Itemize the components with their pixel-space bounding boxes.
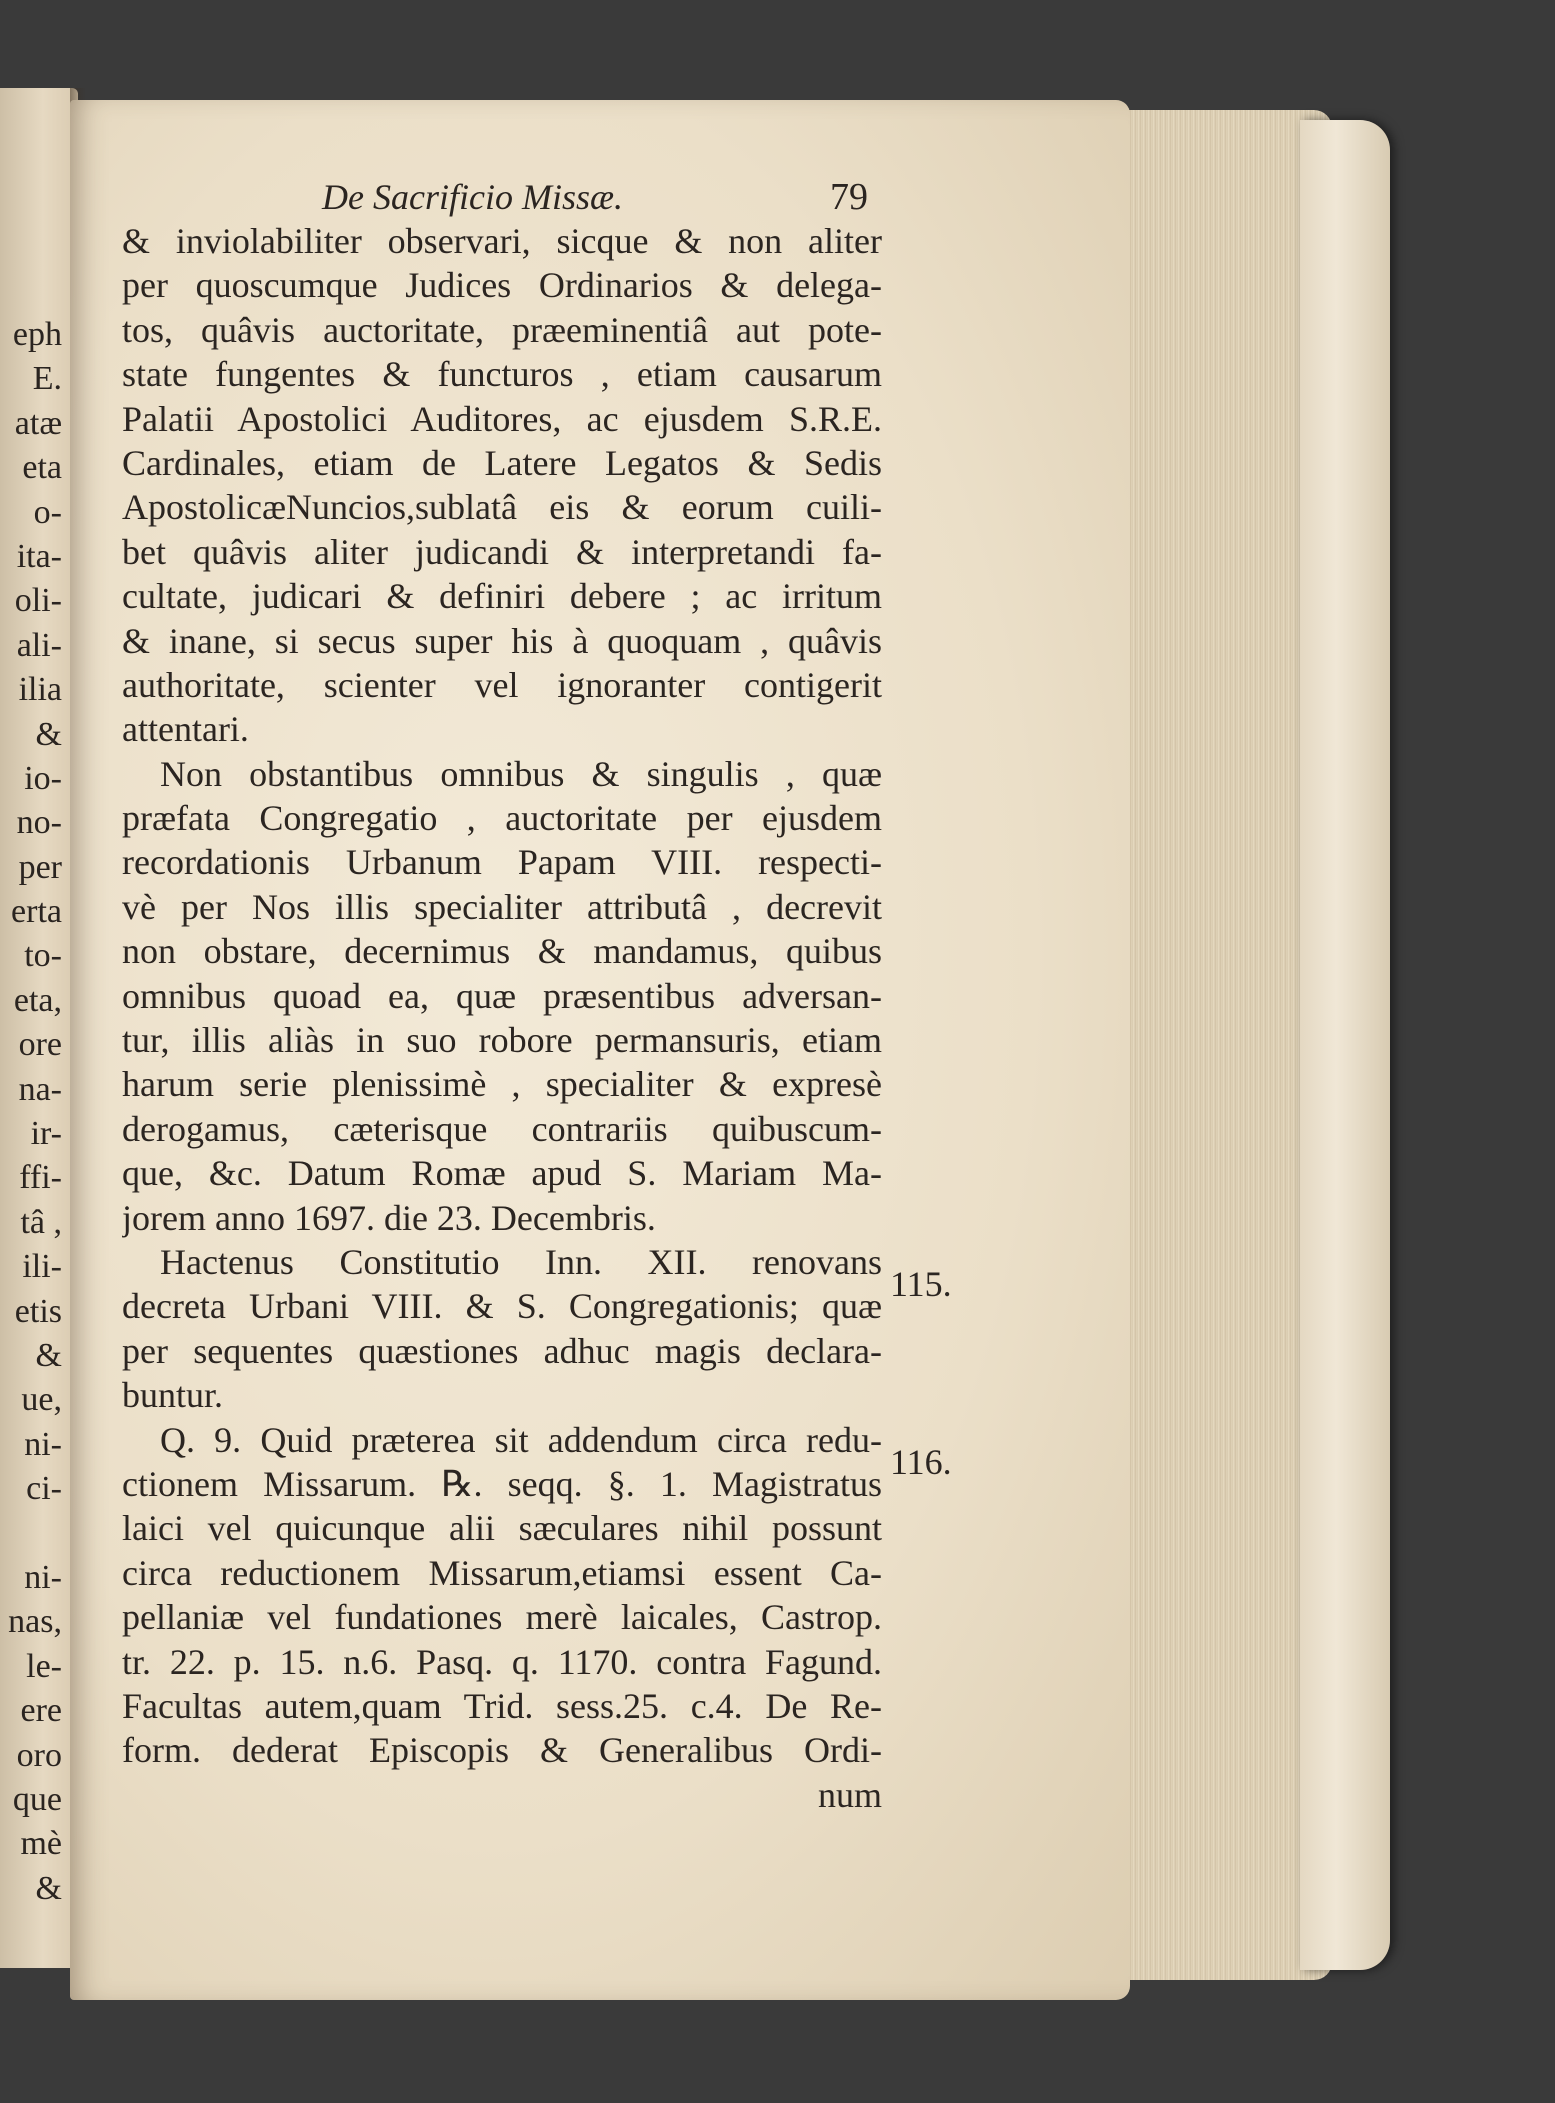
fragment: na- — [18, 1070, 62, 1108]
text-line: præfata Congregatio , auctoritate per ejusdem — [122, 798, 882, 839]
fragment: ali- — [16, 626, 62, 664]
cover-edge — [1300, 120, 1390, 1970]
fragment: ere — [20, 1692, 62, 1730]
text-line: bet quâvis aliter judicandi & interpretandi fa- — [122, 531, 882, 572]
text-line: decreta Urbani VIII. & S. Congregationis; quæ — [122, 1286, 882, 1327]
fragment: ci- — [26, 1470, 62, 1508]
fragment — [0, 1512, 62, 1556]
text-line: omnibus quoad ea, quæ præsentibus adversan- — [122, 975, 882, 1016]
left-page-fragments — [0, 313, 62, 1911]
text-line: harum serie plenissimè , specialiter & expresè — [122, 1064, 882, 1105]
text-line: laici vel quicunque alii sæculares nihil possunt — [122, 1508, 882, 1549]
text-line: Facultas autem,quam Trid. sess.25. c.4. De Re- — [122, 1685, 882, 1726]
right-page-text — [122, 175, 882, 1817]
fragment: ni- — [24, 1558, 62, 1596]
page-header — [122, 175, 882, 219]
fragment: & — [35, 1336, 62, 1374]
text-line: circa reductionem Missarum,etiamsi essent Ca- — [122, 1552, 882, 1593]
fragment: que — [12, 1780, 62, 1818]
text-line: tur, illis aliàs in suo robore permansuris, etiam — [122, 1020, 882, 1061]
margin-number: 115. — [890, 1264, 952, 1304]
text-line: que, &c. Datum Romæ apud S. Mariam Ma- — [122, 1153, 882, 1194]
fragment: per — [18, 848, 62, 886]
fragment: io- — [24, 759, 62, 797]
text-line: authoritate, scienter vel ignoranter contigerit — [122, 664, 882, 705]
text-line: Hactenus Constitutio Inn. XII. renovans — [160, 1241, 882, 1282]
text-line: attentari. — [122, 709, 249, 750]
text-line: non obstare, decernimus & mandamus, quibus — [122, 931, 882, 972]
fragment: etis — [14, 1292, 62, 1330]
text-line: form. dederat Episcopis & Generalibus Ordi- — [122, 1730, 882, 1771]
fragment: tâ , — [20, 1203, 62, 1241]
text-line: state fungentes & functuros , etiam causarum — [122, 354, 882, 395]
fragment: & — [35, 1869, 62, 1907]
left-page — [0, 88, 78, 1968]
page-edges — [1112, 110, 1332, 1980]
fragment: to- — [24, 937, 62, 975]
text-line: ApostolicæNuncios,sublatâ eis & eorum cuili- — [122, 487, 882, 528]
text-line: Cardinales, etiam de Latere Legatos & Sedis — [122, 442, 882, 483]
text-line: per sequentes quæstiones adhuc magis declara- — [122, 1330, 882, 1371]
text-line: derogamus, cæterisque contrariis quibuscum- — [122, 1108, 882, 1149]
fragment: eta, — [13, 981, 62, 1019]
text-line: & inviolabiliter observari, sicque & non aliter — [122, 221, 882, 261]
text-line: tr. 22. p. 15. n.6. Pasq. q. 1170. contra Fagund. — [122, 1641, 882, 1682]
margin-number: 116. — [890, 1442, 952, 1482]
fragment: oli- — [14, 582, 62, 620]
running-title: De Sacrificio Missæ. — [322, 177, 623, 217]
fragment: eph — [12, 316, 62, 353]
fragment: E. — [32, 360, 62, 398]
fragment: & — [35, 715, 62, 753]
fragment: ni- — [24, 1425, 62, 1463]
page-number: 79 — [830, 176, 868, 218]
fragment: ilia — [18, 671, 62, 709]
catchword: num — [817, 1774, 882, 1815]
fragment: nas, — [8, 1603, 62, 1641]
fragment: mè — [20, 1825, 62, 1863]
text-line: cultate, judicari & definiri debere ; ac irritum — [122, 576, 882, 617]
fragment: o- — [33, 493, 62, 531]
fragment: no- — [16, 804, 62, 842]
fragment: ore — [18, 1026, 62, 1064]
text-line: jorem anno 1697. die 23. Decembris. — [122, 1197, 656, 1238]
text-line: Q. 9. Quid præterea sit addendum circa redu- — [160, 1419, 882, 1460]
fragment: ili- — [22, 1248, 62, 1286]
text-line: vè per Nos illis specialiter attributâ , decrevit — [122, 886, 882, 927]
fragment: ue, — [21, 1381, 62, 1419]
text-line: ctionem Missarum. ℞. seqq. §. 1. Magistratus — [122, 1463, 882, 1504]
text-line: recordationis Urbanum Papam VIII. respecti- — [122, 842, 882, 883]
fragment: le- — [26, 1647, 62, 1685]
fragment: oro — [16, 1736, 62, 1774]
text-line: pellaniæ vel fundationes merè laicales, Castrop. — [122, 1597, 882, 1638]
fragment: ita- — [16, 537, 62, 575]
text-line: buntur. — [122, 1375, 224, 1416]
text-line: & inane, si secus super his à quoquam , quâvis — [122, 620, 882, 661]
text-line: Non obstantibus omnibus & singulis , quæ — [160, 753, 882, 794]
text-line: tos, quâvis auctoritate, præeminentiâ aut pote- — [122, 309, 882, 350]
fragment: erta — [11, 893, 62, 931]
fragment: ffi- — [19, 1159, 62, 1197]
fragment: atæ — [14, 404, 62, 442]
fragment: ir- — [30, 1115, 62, 1153]
text-line: Palatii Apostolici Auditores, ac ejusdem S.R.E. — [122, 398, 882, 439]
fragment: eta — [22, 449, 62, 487]
text-line: per quoscumque Judices Ordinarios & delega- — [122, 265, 882, 306]
